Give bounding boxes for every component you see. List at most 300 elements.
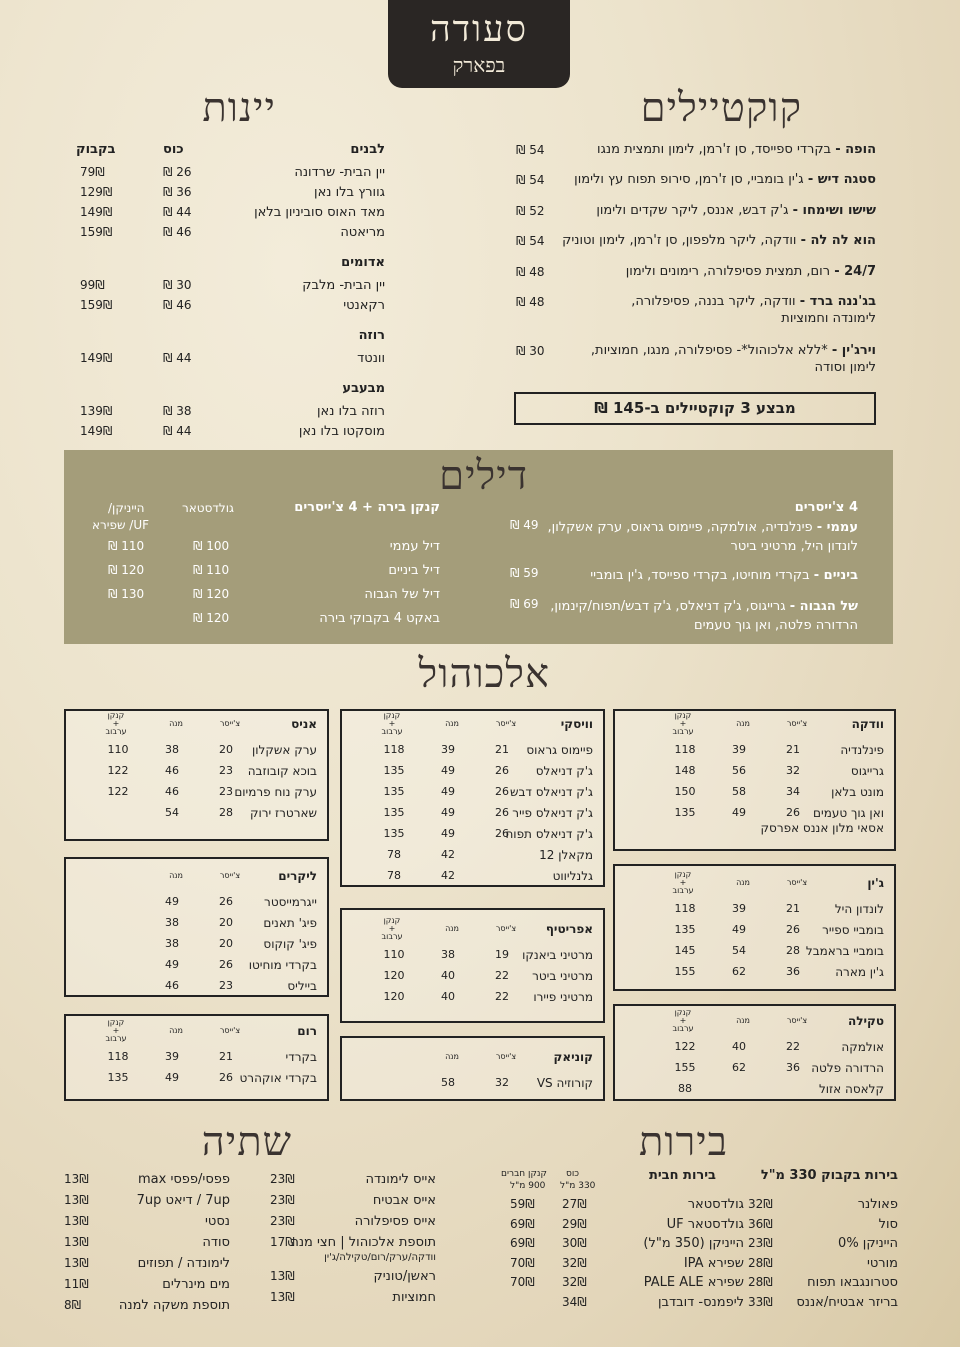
alcohol-item: פינלנדיה [840, 743, 884, 757]
drink-price: 13₪ [64, 1193, 89, 1207]
alcohol-item: פיימוס גראוס [526, 743, 593, 757]
wine-section: מבעבע [342, 381, 385, 396]
wine-bottle-price: 149₪ [80, 205, 113, 219]
cocktail-item-desc2: לימון וסודה [814, 360, 876, 375]
wine-bottle-price: 99₪ [80, 278, 105, 292]
alcohol-item: פיג' תאנים [263, 916, 317, 930]
beer-deal-title: קנקן בירה + 4 צ'ייסרים [294, 500, 440, 515]
mana-price: 38 [441, 948, 455, 961]
alcohol-item: שארטרז ירוק [249, 806, 317, 820]
cocktail-item [631, 294, 876, 310]
header-pitcher: קנקן [674, 1008, 692, 1017]
alcohol-section-title: וויסקי [560, 717, 593, 731]
mana-price: 54 [732, 944, 746, 957]
alcohol-item: בוכא קובוזבה [247, 764, 317, 778]
mana-price: 49 [441, 806, 455, 819]
tap-beer: ליפמנס- דובדבן [657, 1294, 744, 1310]
alcohol-box-tequila [613, 1004, 896, 1101]
chaser-price: 20 [219, 916, 233, 929]
wine-glass-price: 44 ₪ [163, 351, 192, 365]
chaser-price: 32 [786, 764, 800, 777]
chasers-title: 4 צ'ייסרים [794, 500, 858, 515]
tap-beer-pitcher: 69₪ [510, 1236, 535, 1250]
beer-deal-col1: גולדסטאר [182, 501, 234, 515]
wine-name: רוזה בלו נאן [316, 404, 385, 419]
alcohol-item: ג'ק דניאלס פייר [512, 806, 593, 820]
alcohol-box-aperitif [340, 908, 605, 1023]
tap-beer-glass: 32₪ [562, 1275, 587, 1289]
drinks-title: שתיה [201, 1119, 292, 1165]
drink-price: 23₪ [270, 1193, 295, 1207]
chaser-price: 20 [219, 743, 233, 756]
mana-price: 58 [732, 785, 746, 798]
alcohol-section-title: רום [297, 1024, 317, 1038]
beer-deal-name: דיל של הגבוה [364, 587, 440, 602]
header-pitcher-mix: ערבוב [672, 1024, 694, 1033]
bottle-beer: מורטי [866, 1255, 898, 1271]
pitcher-price: 122 [107, 764, 129, 777]
pitcher-price: 135 [383, 785, 405, 798]
pitcher-price: 120 [383, 990, 405, 1003]
drink-item: מים מינרלים [162, 1277, 230, 1292]
pitcher-price: 122 [107, 785, 129, 798]
bottle-beer-price: 28₪ [748, 1275, 773, 1289]
mana-price: 49 [732, 806, 746, 819]
mana-price: 39 [732, 902, 746, 915]
wine-name: וונטד [357, 351, 385, 366]
mana-price: 38 [165, 916, 179, 929]
wine-bottle-price: 159₪ [80, 298, 113, 312]
alcohol-item: ג'ין מארה [835, 965, 884, 979]
chaser-deal-price: 59 ₪ [510, 566, 539, 580]
bottle-beer-price: 28₪ [748, 1255, 773, 1270]
tap-beer-pitcher: 69₪ [510, 1216, 535, 1231]
drink-price: 23₪ [270, 1214, 295, 1228]
cocktail-item [574, 172, 876, 188]
cocktail-price: 48 ₪ [516, 265, 545, 279]
header-pitcher-plus: + [112, 1026, 120, 1035]
mana-price: 49 [732, 923, 746, 936]
chaser-deal [548, 520, 858, 536]
cocktail-item [591, 343, 876, 359]
header-pitcher-mix: ערבוב [672, 727, 694, 736]
header-pitcher: קנקן [383, 711, 401, 720]
mana-price: 58 [441, 1076, 455, 1089]
mana-price: 40 [732, 1040, 746, 1053]
chaser-deal [550, 599, 858, 615]
wine-glass-price: 44 ₪ [163, 205, 192, 219]
pitcher-price: 145 [674, 944, 696, 957]
cocktail-price: 30 ₪ [516, 344, 545, 358]
cocktail-item-name: וירג'ין - [831, 343, 876, 358]
alcohol-item: פיג' קוקוס [263, 937, 317, 951]
alcohol-item: מונט בלאן [831, 785, 884, 799]
wine-name: רקאנטי [343, 298, 385, 313]
chaser-deal [590, 568, 858, 584]
tap-pitcher-h1: קנקן חברים [501, 1169, 547, 1179]
chaser-price: 21 [786, 743, 800, 756]
alcohol-item: בקרדי [285, 1050, 317, 1064]
header-mana: מנה [445, 719, 459, 728]
pitcher-price: 135 [383, 806, 405, 819]
wine-section: אדומים [341, 255, 385, 270]
cocktail-item-desc: רום, תמצית פסיפלורה, רימונים ולימון [625, 264, 835, 279]
wine-glass-price: 46 ₪ [163, 298, 192, 312]
header-chaser: צ'ייסר [219, 1026, 241, 1035]
pitcher-price: 110 [107, 743, 129, 756]
tap-glass-h1: כוס [566, 1169, 580, 1179]
alcohol-section-title: אניס [291, 717, 317, 731]
drink-item: 7up / דיאט 7up [136, 1193, 230, 1208]
bottle-beer-price: 33₪ [748, 1294, 773, 1309]
chaser-price: 32 [495, 1076, 509, 1089]
cocktail-item-desc: ג'ין בומביי, סן ז'רמן, סירופ תפוח עץ ולימון [574, 172, 808, 187]
mana-price: 46 [165, 764, 179, 777]
chaser-price: 21 [219, 1050, 233, 1063]
cocktail-item-desc: *ללא אלכוהול*- פסיפלורה, מנגו, חמוציות, [590, 343, 832, 358]
chaser-deal-name: עממי - [816, 520, 858, 535]
tap-beer: שפירא PALE ALE [643, 1275, 744, 1290]
chaser-price: 34 [786, 785, 800, 798]
wine-name: מוסקטו בלו נאן [298, 424, 385, 439]
bottle-beer-price: 23₪ [748, 1236, 773, 1250]
beer-deal-price2: 120 ₪ [108, 563, 145, 577]
chaser-deal-desc2: לונדון היל, מרטיני ביטר [730, 539, 858, 554]
header-pitcher: קנקן [674, 711, 692, 720]
header-pitcher: קנקן [674, 870, 692, 879]
cocktail-price: 54 ₪ [516, 234, 545, 248]
header-chaser: צ'ייסר [495, 719, 517, 728]
alcohol-section-title: וודקה [851, 717, 884, 731]
tap-beer-pitcher: 70₪ [510, 1275, 535, 1289]
wine-name: יין הבית- מלבק [302, 278, 385, 293]
bottle-beer: סטרונגבאו תפוח [807, 1275, 898, 1290]
tap-beer-pitcher: 70₪ [510, 1255, 535, 1270]
mana-price: 62 [732, 1061, 746, 1074]
drink-item: לימונדה / תפוזים [137, 1256, 230, 1271]
mana-price: 46 [165, 785, 179, 798]
chaser-deal-desc: בקרדי מוחיטו, בקרדי ספייסד, ג'ין בומביי [590, 568, 814, 583]
header-mana: מנה [445, 924, 459, 933]
wine-glass-price: 30 ₪ [163, 278, 192, 292]
bottle-beers-title: בירות בקבוק 330 מ"ל [760, 1168, 898, 1183]
header-chaser: צ'ייסר [786, 878, 808, 887]
alcohol-box-gin [613, 864, 896, 991]
header-chaser: צ'ייסר [219, 871, 241, 880]
wines-title: יינות [202, 85, 276, 131]
tap-beer: גולדסטאר UF [666, 1216, 744, 1232]
bottle-beer: פאולנר [857, 1197, 898, 1212]
bottle-beer-price: 36₪ [748, 1216, 773, 1231]
header-mana: מנה [445, 1052, 459, 1061]
bottle-beer: הייניקן 0% [838, 1236, 898, 1251]
alcohol-item: אולמקה [841, 1040, 884, 1054]
drink-item: אייס לימונדה [365, 1172, 436, 1187]
mana-price: 49 [441, 827, 455, 840]
pitcher-price: 155 [674, 965, 696, 978]
cocktail-item [562, 233, 876, 249]
mana-price: 40 [441, 990, 455, 1003]
chaser-price: 28 [219, 806, 233, 819]
mana-price: 39 [441, 743, 455, 756]
header-chaser: צ'ייסר [495, 1052, 517, 1061]
chaser-price: 21 [786, 902, 800, 915]
alcohol-item: גלנליווט [552, 869, 593, 883]
alcohol-item: קורוזיה VS [536, 1076, 593, 1090]
cocktail-price: 52 ₪ [516, 204, 545, 218]
tap-beer-glass: 27₪ [562, 1197, 587, 1211]
cocktail-item-desc2: לימונדה וחמוציות [781, 311, 876, 326]
cocktail-item-name: שישו ושימחו - [792, 203, 876, 218]
cocktail-price: 54 ₪ [516, 143, 545, 157]
beer-deal-price1: 110 ₪ [193, 563, 230, 577]
chaser-price: 22 [495, 990, 509, 1003]
alcohol-item: בומביי ספייר [822, 923, 884, 937]
tap-beer-glass: 30₪ [562, 1236, 587, 1250]
pitcher-price: 78 [387, 869, 401, 882]
pitcher-price: 135 [383, 764, 405, 777]
wine-glass-price: 44 ₪ [163, 424, 192, 438]
cocktail-item-desc: ג'ק דבש, אננס, ליקר שקדים ולימון [596, 203, 793, 218]
pitcher-price: 110 [383, 948, 405, 961]
drink-price: 13₪ [64, 1256, 89, 1270]
cocktail-item [626, 264, 876, 280]
cocktail-item-desc: וודקה, ליקר בננה, פסיפלורה, [631, 294, 800, 309]
header-pitcher-plus: + [679, 1016, 687, 1025]
bottle-beer: בריזר אבטיח/אננס [796, 1294, 898, 1310]
alcohol-item: ייגרמייסטר [264, 895, 317, 909]
chaser-price: 22 [786, 1040, 800, 1053]
alcohol-section-title: ליקרים [278, 869, 317, 883]
pitcher-price: 118 [107, 1050, 129, 1063]
wine-name: גוורץ בלו נאן [314, 185, 385, 200]
drink-price: 13₪ [270, 1269, 295, 1283]
wine-glass-header: כוס [163, 142, 184, 157]
alcohol-item: בקרדי מוחיטו [248, 958, 317, 972]
wine-bottle-price: 159₪ [80, 225, 113, 239]
alcohol-box-cognac [340, 1036, 605, 1101]
beer-deal-price1: 120 ₪ [193, 611, 230, 625]
pitcher-price: 122 [674, 1040, 696, 1053]
beer-deal-name: באקט 4 בקבוקי בירה [319, 611, 440, 626]
tap-beer-glass: 29₪ [562, 1216, 587, 1231]
mana-price: 40 [441, 969, 455, 982]
drink-price: 13₪ [64, 1235, 89, 1249]
chaser-price: 28 [786, 944, 800, 957]
mana-price: 49 [441, 785, 455, 798]
header-pitcher-mix: ערבוב [381, 932, 403, 941]
wine-glass-price: 26 ₪ [163, 165, 192, 179]
alcohol-item: הרדורה פלטה [811, 1061, 884, 1075]
cocktail-item-desc: וודקה, ליקר מלפפון, סן ז'רמן, לימון וטוניק [562, 233, 801, 248]
chaser-price: 36 [786, 965, 800, 978]
alcohol-item: מרטיני ביטר [532, 969, 593, 983]
wine-name: יין הבית- שרדונה [294, 165, 385, 180]
chaser-deal-name: ביניים - [813, 568, 858, 583]
drink-item: אייס אבטיח [372, 1193, 436, 1208]
alcohol-section-title: קוניאק [553, 1050, 593, 1064]
pitcher-price: 150 [674, 785, 696, 798]
cocktail-price: 54 ₪ [516, 173, 545, 187]
drink-price: 11₪ [64, 1277, 89, 1291]
beer-deal-col2b: UF/ שפירא [92, 518, 150, 532]
wine-section: רוזה [358, 328, 385, 343]
header-mana: מנה [736, 719, 750, 728]
chaser-price: 19 [495, 948, 509, 961]
deals-title: דילים [439, 453, 528, 499]
tap-glass-h2: 330 מ"ל [560, 1181, 596, 1191]
header-pitcher-plus: + [112, 719, 120, 728]
header-mana: מנה [169, 871, 183, 880]
mana-price: 62 [732, 965, 746, 978]
mana-price: 49 [165, 1071, 179, 1084]
alcohol-item: מרטיני פיירו [533, 990, 593, 1004]
tap-beer: הייניקן (350 מ"ל) [643, 1236, 744, 1251]
pitcher-price: 118 [383, 743, 405, 756]
tap-beer: שפירא IPA [683, 1255, 744, 1271]
alcohol-title: אלכוהול [418, 651, 550, 697]
chaser-price: 23 [219, 979, 233, 992]
mana-price: 38 [165, 937, 179, 950]
alcohol-item: מקאלן 12 [539, 848, 593, 862]
drink-item: פפסי/פפסי max [137, 1172, 230, 1187]
alcohol-item: גרייגוס [850, 764, 884, 778]
pitcher-price: 118 [674, 743, 696, 756]
cocktail-item-name: הוא לה לה - [800, 233, 876, 248]
drink-price: 17₪ [270, 1235, 295, 1249]
drink-item: ראשן/טוניק [373, 1269, 436, 1284]
alcohol-item: בקרדי אוקהרט [239, 1071, 317, 1085]
logo-main: סעודה [429, 9, 529, 50]
drink-item: אייס פסיפלורה [354, 1214, 436, 1229]
header-pitcher: קנקן [107, 711, 125, 720]
alcohol-box-vodka [613, 709, 896, 851]
beer-deal-name: דיל ביניים [388, 563, 440, 578]
chaser-price: 20 [219, 937, 233, 950]
tap-beer-glass: 32₪ [562, 1255, 587, 1270]
header-pitcher: קנקן [107, 1018, 125, 1027]
header-chaser: צ'ייסר [786, 719, 808, 728]
tap-beers-title: בירות חבית [648, 1168, 716, 1183]
alcohol-item: ג'ק דניאלס דבש [509, 785, 593, 799]
chaser-price: 23 [219, 785, 233, 798]
wine-section: לבנים [350, 142, 385, 157]
drink-item: נסטי [205, 1214, 230, 1229]
wine-bottle-price: 149₪ [80, 424, 113, 438]
drink-item: תוספת משקה למנה [118, 1298, 230, 1313]
header-pitcher-plus: + [388, 924, 396, 933]
mana-price: 49 [165, 958, 179, 971]
pitcher-price: 120 [383, 969, 405, 982]
wine-bottle-price: 79₪ [80, 165, 105, 179]
wine-name: מאד האוס סוביניון בלאן [254, 205, 385, 220]
header-pitcher-mix: ערבוב [105, 1034, 127, 1043]
header-mana: מנה [169, 1026, 183, 1035]
mana-price: 38 [165, 743, 179, 756]
pitcher-price: 88 [678, 1082, 692, 1095]
pitcher-price: 148 [674, 764, 696, 777]
cocktail-item-name: בג'ננה ברד - [799, 294, 876, 309]
cocktail-item [597, 142, 876, 158]
header-pitcher-plus: + [388, 719, 396, 728]
chaser-price: 26 [786, 923, 800, 936]
mana-price: 39 [165, 1050, 179, 1063]
alcohol-box-rum [64, 1014, 329, 1101]
wine-bottle-price: 139₪ [80, 404, 113, 418]
bottle-beer-price: 32₪ [748, 1197, 773, 1211]
wine-bottle-price: 129₪ [80, 185, 113, 199]
cocktail-item-desc: בקרדי ספייסד, סן ז'רמן, לימון ותמצית מנגו [597, 142, 836, 157]
beer-deal-name: דיל עממי [389, 539, 440, 554]
header-mana: מנה [736, 878, 750, 887]
alcohol-item: ערק נוח פרמיום [234, 785, 317, 799]
header-pitcher-plus: + [679, 719, 687, 728]
alcohol-item: בומביי בראמבל [805, 944, 884, 958]
header-mana: מנה [736, 1016, 750, 1025]
wine-bottle-price: 149₪ [80, 351, 113, 365]
chaser-price: 26 [495, 806, 509, 819]
logo [388, 0, 570, 88]
mana-price: 39 [732, 743, 746, 756]
alcohol-item: מרטיני ביאנקו [522, 948, 593, 962]
beer-deal-price2: 130 ₪ [108, 587, 145, 601]
chaser-price: 26 [495, 827, 509, 840]
pitcher-price: 135 [383, 827, 405, 840]
chaser-price: 36 [786, 1061, 800, 1074]
header-mana: מנה [169, 719, 183, 728]
tap-pitcher-h2: 900 מ"ל [510, 1181, 546, 1191]
beer-deal-price1: 120 ₪ [193, 587, 230, 601]
mana-price: 49 [165, 895, 179, 908]
header-pitcher-plus: + [679, 878, 687, 887]
chaser-deal-price: 69 ₪ [510, 597, 539, 611]
mana-price: 42 [441, 869, 455, 882]
alcohol-item: בייליס [287, 979, 317, 993]
cocktail-item [596, 203, 876, 219]
wine-glass-price: 46 ₪ [163, 225, 192, 239]
bottle-beer: סול [878, 1216, 898, 1232]
wine-glass-price: 38 ₪ [163, 404, 192, 418]
beer-deal-col2a: הייניקן/ [108, 501, 145, 515]
alcohol-item: לונדון היל [834, 902, 884, 916]
chaser-price: 26 [219, 1071, 233, 1084]
mana-price: 46 [165, 979, 179, 992]
drink-price: 8₪ [64, 1298, 82, 1312]
drink-sub: וודקה/ערק/רום/טקילה/ג'ין [324, 1252, 436, 1263]
beer-deal-price1: 100 ₪ [193, 539, 230, 553]
alcohol-item: ערק אשקלון [251, 743, 317, 757]
header-pitcher-mix: ערבוב [672, 886, 694, 895]
chaser-price: 26 [495, 785, 509, 798]
beers-title: בירות [638, 1119, 728, 1165]
alcohol-item: ג'ק דניאלס תפוח [505, 827, 593, 841]
chaser-deal-name: של הגבוה - [789, 599, 858, 614]
header-pitcher: קנקן [383, 916, 401, 925]
chaser-price: 26 [219, 958, 233, 971]
pitcher-price: 78 [387, 848, 401, 861]
beer-deal-price2: 110 ₪ [108, 539, 145, 553]
alcohol-box-anise [64, 709, 329, 841]
tap-beer-pitcher: 59₪ [510, 1197, 535, 1211]
alcohol-box-whisky [340, 709, 605, 887]
alcohol-note: אסאי מלון אננס אפרסק [760, 821, 884, 835]
chaser-deal-desc2: הרדורה פלטה, ואן גוך טעמים [694, 618, 858, 633]
header-chaser: צ'ייסר [219, 719, 241, 728]
alcohol-item: קלאסה אזול [818, 1082, 884, 1096]
pitcher-price: 135 [107, 1071, 129, 1084]
header-chaser: צ'ייסר [786, 1016, 808, 1025]
wine-bottle-header: בקבוק [76, 142, 116, 157]
